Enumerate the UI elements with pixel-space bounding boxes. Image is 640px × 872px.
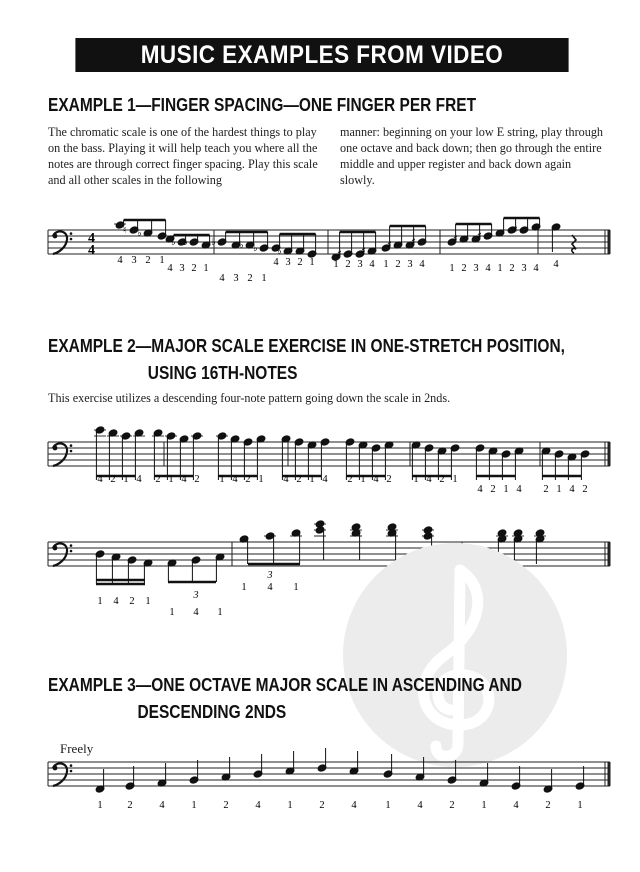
- note: [253, 754, 263, 778]
- fingering-number: 2: [297, 257, 303, 268]
- section-banner: MUSIC EXAMPLES FROM VIDEO: [75, 38, 568, 72]
- accidental: ♭: [183, 237, 188, 248]
- triplet-mark: 3: [193, 590, 199, 601]
- fingering-number: 4: [167, 263, 173, 274]
- fingering-number: 2: [296, 474, 302, 485]
- note: [307, 234, 317, 258]
- fingering-number: 3: [285, 257, 291, 268]
- fingering-number: 3: [407, 259, 413, 270]
- fingering-number: 4: [181, 474, 187, 485]
- fingering-number: 4: [369, 259, 375, 270]
- fingering-number: 4: [373, 474, 379, 485]
- fingering-number: 4: [485, 263, 491, 274]
- fingering-number: 2: [155, 474, 161, 485]
- example-3-staff: [0, 752, 640, 822]
- fingering-number: 1: [449, 263, 455, 274]
- fingering-number: 4: [97, 474, 103, 485]
- note: [383, 754, 393, 778]
- final-barline: [608, 442, 611, 466]
- fingering-number: 2: [345, 259, 351, 270]
- note: [191, 556, 201, 582]
- note: [120, 432, 132, 480]
- example-3-title-line-1: EXAMPLE 3—ONE OCTAVE MAJOR SCALE IN ASCENDING AND: [48, 675, 522, 695]
- example-2-staff-row-1: [0, 420, 640, 500]
- note: [221, 757, 231, 781]
- fingering-number: 1: [123, 474, 129, 485]
- note: [479, 763, 489, 787]
- fingering-number: 1: [241, 582, 247, 593]
- fingering-number: 4: [322, 474, 328, 485]
- fingering-number: 1: [293, 582, 299, 593]
- fingering-number: 2: [386, 474, 392, 485]
- accidental: ♯: [387, 240, 392, 251]
- note: [531, 218, 541, 231]
- note: [514, 447, 524, 480]
- note: [447, 760, 457, 784]
- fingering-number: 2: [110, 474, 116, 485]
- fingering-number: 2: [461, 263, 467, 274]
- fingering-number: 3: [521, 263, 527, 274]
- fingering-number: 2: [194, 474, 200, 485]
- fingering-number: 2: [245, 474, 251, 485]
- note: [295, 234, 305, 255]
- fingering-number: 3: [233, 273, 239, 284]
- fingering-number: 1: [217, 607, 223, 618]
- note: [422, 532, 434, 540]
- fingering-number: 4: [516, 484, 522, 495]
- example-1-title: EXAMPLE 1—FINGER SPACING—ONE FINGER PER FRET: [48, 95, 477, 115]
- note: [285, 751, 295, 775]
- accidental: ♯: [513, 225, 518, 236]
- fingering-number: 1: [497, 263, 503, 274]
- fingering-number: 4: [136, 474, 142, 485]
- note: [133, 429, 145, 480]
- fingering-number: 3: [357, 259, 363, 270]
- fingering-number: 4: [113, 596, 119, 607]
- bass-clef-icon: [53, 443, 73, 466]
- fingering-number: 4: [255, 800, 261, 811]
- fingering-number: 1: [169, 607, 175, 618]
- fingering-number: 1: [309, 257, 315, 268]
- fingering-number: 1: [556, 484, 562, 495]
- example-3-title: [48, 675, 522, 723]
- fingering-number: 1: [413, 474, 419, 485]
- note: [94, 426, 106, 480]
- fingering-number: 2: [545, 800, 551, 811]
- fingering-number: 1: [261, 273, 267, 284]
- fingering-number: 4: [569, 484, 575, 495]
- note: [511, 766, 521, 790]
- fingering-number: 4: [219, 273, 225, 284]
- accidental: ♭: [277, 246, 282, 257]
- fingering-number: 1: [219, 474, 225, 485]
- bass-clef-icon: [53, 763, 73, 786]
- fingering-number: 4: [417, 800, 423, 811]
- example-2-title: [48, 336, 565, 384]
- example-3-title-line-2: DESCENDING 2NDS: [137, 702, 287, 722]
- accidental: ♭: [253, 243, 258, 254]
- note: [495, 218, 505, 237]
- accidental: ♭: [211, 237, 216, 248]
- fingering-number: 4: [553, 259, 559, 270]
- fingering-number: 2: [490, 484, 496, 495]
- fingering-number: 1: [203, 263, 209, 274]
- note: [107, 429, 119, 480]
- fingering-number: 4: [159, 800, 165, 811]
- accidental: ♯: [361, 246, 366, 257]
- fingering-number: 3: [179, 263, 185, 274]
- note: [543, 769, 553, 793]
- note: [165, 432, 177, 480]
- fingering-number: 1: [191, 800, 197, 811]
- fingering-number: 4: [513, 800, 519, 811]
- note: [152, 429, 164, 480]
- fingering-number: 2: [449, 800, 455, 811]
- example-2-title-line-1: EXAMPLE 2—MAJOR SCALE EXERCISE IN ONE-STRETCH POSITION,: [48, 336, 565, 356]
- fingering-number: 1: [159, 255, 165, 266]
- quarter-rest-icon: [572, 235, 576, 253]
- note: [95, 769, 105, 793]
- fingering-number: 4: [273, 257, 279, 268]
- fingering-number: 4: [117, 255, 123, 266]
- fingering-number: 3: [131, 255, 137, 266]
- note: [580, 450, 590, 480]
- fingering-number: 4: [351, 800, 357, 811]
- bass-clef-icon: [53, 543, 73, 566]
- fingering-number: 1: [287, 800, 293, 811]
- fingering-number: 4: [193, 607, 199, 618]
- time-signature-top: 4: [88, 231, 95, 246]
- note: [475, 444, 485, 480]
- fingering-number: 1: [97, 800, 103, 811]
- fingering-number: 1: [333, 259, 339, 270]
- fingering-number: 3: [473, 263, 479, 274]
- note: [253, 232, 269, 254]
- note: [167, 559, 177, 582]
- fingering-number: 4: [267, 582, 273, 593]
- accidental: ♯: [453, 234, 458, 245]
- fingering-number: 2: [129, 596, 135, 607]
- fingering-number: 1: [383, 259, 389, 270]
- accidental: ♯: [411, 237, 416, 248]
- note: [314, 526, 326, 536]
- example-2-title-line-2: USING 16TH-NOTES: [147, 363, 298, 383]
- fingering-number: 2: [145, 255, 151, 266]
- note: [183, 235, 199, 248]
- note: [415, 757, 425, 781]
- accidental: ♭: [137, 228, 142, 239]
- bass-clef-icon: [53, 231, 73, 254]
- fingering-number: 4: [419, 259, 425, 270]
- fingering-number: 4: [477, 484, 483, 495]
- accidental: ♯: [477, 231, 482, 242]
- fingering-number: 1: [168, 474, 174, 485]
- accidental: ♯: [337, 249, 342, 260]
- fingering-number: 4: [533, 263, 539, 274]
- triplet-mark: 3: [267, 570, 273, 581]
- accidental: ♮: [123, 225, 127, 236]
- fingering-number: 2: [127, 800, 133, 811]
- note: [215, 553, 225, 582]
- fingering-number: 1: [503, 484, 509, 495]
- fingering-number: 2: [509, 263, 515, 274]
- example-1-staff: [0, 195, 640, 295]
- fingering-number: 2: [543, 484, 549, 495]
- note: [211, 232, 227, 248]
- fingering-number: 1: [481, 800, 487, 811]
- fingering-number: 4: [283, 474, 289, 485]
- note: [290, 529, 302, 564]
- fingering-number: 2: [347, 474, 353, 485]
- example-1-text-left: The chromatic scale is one of the hardest things to play on the bass. Playing it will help teach you where all the notes are through correct finger spacing. Play this scale and all other scales in the following: [48, 125, 318, 187]
- accidental: ♭: [171, 237, 176, 248]
- note: [349, 751, 359, 775]
- final-barline: [608, 542, 611, 566]
- note: [157, 763, 167, 787]
- fingering-number: 2: [319, 800, 325, 811]
- note: [575, 766, 585, 790]
- fingering-number: 4: [426, 474, 432, 485]
- fingering-number: 1: [309, 474, 315, 485]
- final-barline: [608, 762, 611, 786]
- final-barline: [608, 230, 611, 254]
- fingering-number: 1: [145, 596, 151, 607]
- fingering-number: 2: [223, 800, 229, 811]
- fingering-number: 1: [97, 596, 103, 607]
- time-signature-bottom: 4: [88, 243, 95, 258]
- fingering-number: 2: [395, 259, 401, 270]
- note: [191, 432, 203, 480]
- fingering-number: 1: [577, 800, 583, 811]
- example-2-text: This exercise utilizes a descending four-note pattern going down the scale in 2nds.: [48, 391, 451, 405]
- note: [317, 748, 327, 772]
- fingering-number: 1: [258, 474, 264, 485]
- note: [189, 760, 199, 784]
- note: [216, 432, 228, 480]
- fingering-number: 2: [191, 263, 197, 274]
- example-1-text-right: manner: beginning on your low E string, play through one octave and back down; then go through the entire middle and upper register and back down again slowly.: [340, 125, 604, 187]
- fingering-number: 1: [385, 800, 391, 811]
- tempo-marking: Freely: [60, 741, 94, 756]
- fingering-number: 1: [452, 474, 458, 485]
- fingering-number: 1: [360, 474, 366, 485]
- accidental: ♭: [239, 240, 244, 251]
- fingering-number: 2: [582, 484, 588, 495]
- treble-clef-watermark-icon: [340, 540, 570, 770]
- fingering-number: 2: [439, 474, 445, 485]
- note: [125, 766, 135, 790]
- fingering-number: 4: [232, 474, 238, 485]
- fingering-number: 2: [247, 273, 253, 284]
